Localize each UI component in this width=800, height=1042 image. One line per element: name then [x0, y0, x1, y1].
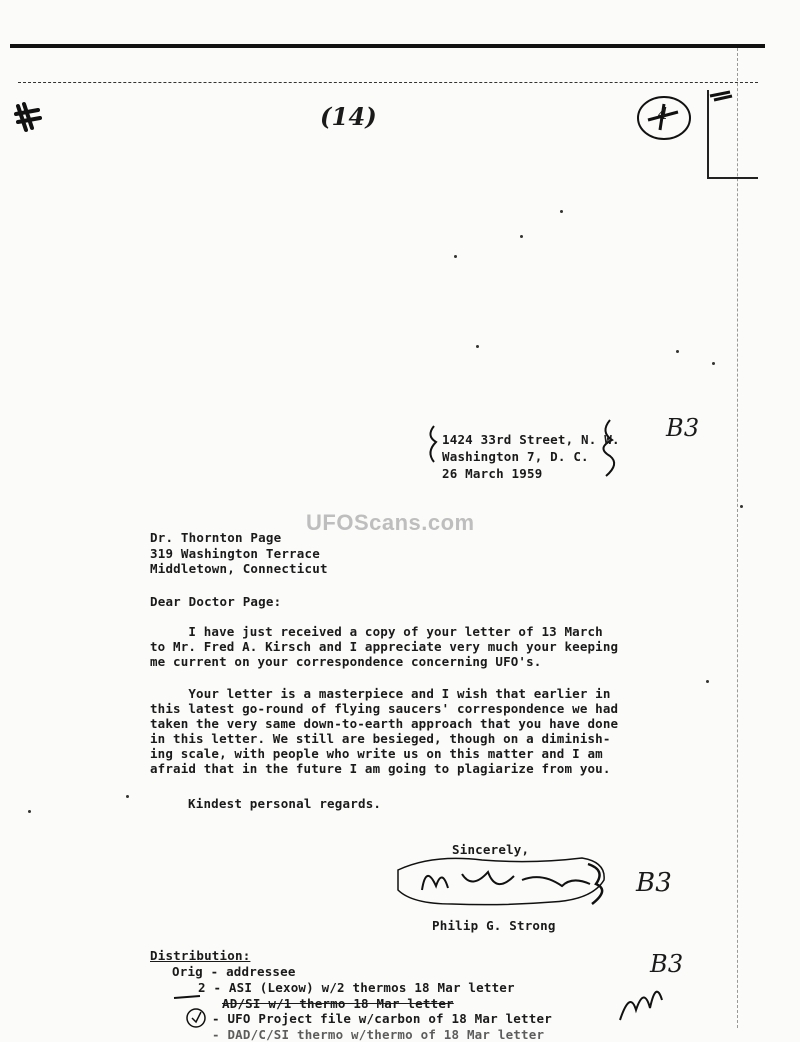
- speck-mark: [520, 235, 523, 238]
- letter-date: 26 March 1959: [442, 466, 543, 481]
- speck-mark: [126, 795, 129, 798]
- body-line: afraid that in the future I am going to plagiarize from you.: [150, 761, 611, 776]
- distribution-item: - DAD/C/SI thermo w/thermo of 18 Mar letter: [212, 1027, 545, 1042]
- header-dashed-line: [18, 82, 758, 83]
- speck-mark: [676, 350, 679, 353]
- speck-mark: [28, 810, 31, 813]
- speck-mark: [560, 210, 563, 213]
- body-line: to Mr. Fred A. Kirsch and I appreciate very much your keeping: [150, 639, 619, 654]
- circled-mark-label: 4: [658, 104, 669, 123]
- body-line: me current on your correspondence concerning UFO's.: [150, 654, 542, 669]
- distribution-check-marks-icon: [170, 974, 220, 1034]
- top-border-line: [10, 44, 765, 48]
- distribution-item: - UFO Project file w/carbon of 18 Mar letter: [212, 1011, 552, 1026]
- speck-mark: [706, 680, 709, 683]
- margin-note-b3-distribution: B3: [650, 950, 684, 978]
- page-number: (14): [320, 102, 377, 131]
- margin-note-b3-signature: B3: [636, 868, 673, 898]
- salutation: Dear Doctor Page:: [150, 594, 282, 609]
- recipient-city: Middletown, Connecticut: [150, 561, 328, 576]
- body-line: this latest go-round of flying saucers' correspondence we had: [150, 701, 619, 716]
- speck-mark: [454, 255, 457, 258]
- speck-mark: [712, 362, 715, 365]
- return-address-line2: Washington 7, D. C.: [442, 449, 589, 464]
- recipient-name: Dr. Thornton Page: [150, 530, 282, 545]
- body-line: in this letter. We still are besieged, though on a diminish-: [150, 731, 611, 746]
- distribution-item: 2 - ASI (Lexow) w/2 thermos 18 Mar letter: [198, 980, 515, 995]
- watermark-text: UFOScans.com: [306, 510, 475, 535]
- right-margin-line: [737, 48, 738, 1028]
- speck-mark: [476, 345, 479, 348]
- body-line: Your letter is a masterpiece and I wish that earlier in: [150, 686, 611, 701]
- corner-bracket-mark-icon: [700, 86, 762, 186]
- complimentary-close: Sincerely,: [452, 842, 530, 857]
- body-paragraph-1: [150, 624, 618, 669]
- signer-name: Philip G. Strong: [432, 918, 556, 933]
- distribution-heading: Distribution:: [150, 948, 251, 963]
- body-paragraph-2: [150, 686, 618, 776]
- recipient-street: 319 Washington Terrace: [150, 546, 320, 561]
- distribution-item: AD/SI w/1 thermo 18 Mar letter: [222, 996, 454, 1011]
- body-line: ing scale, with people who write us on this matter and I am: [150, 746, 603, 761]
- scribble-mark-icon: [14, 100, 44, 134]
- return-address-line1: 1424 33rd Street, N. W.: [442, 432, 620, 447]
- margin-note-b3-top: B3: [666, 414, 700, 442]
- body-line: taken the very same down-to-earth approach that you have done: [150, 716, 619, 731]
- distribution-item: Orig - addressee: [172, 964, 296, 979]
- speck-mark: [740, 505, 743, 508]
- closing-remark: Kindest personal regards.: [188, 796, 382, 811]
- body-line: I have just received a copy of your letter of 13 March: [150, 624, 603, 639]
- handwritten-signature: [392, 850, 632, 918]
